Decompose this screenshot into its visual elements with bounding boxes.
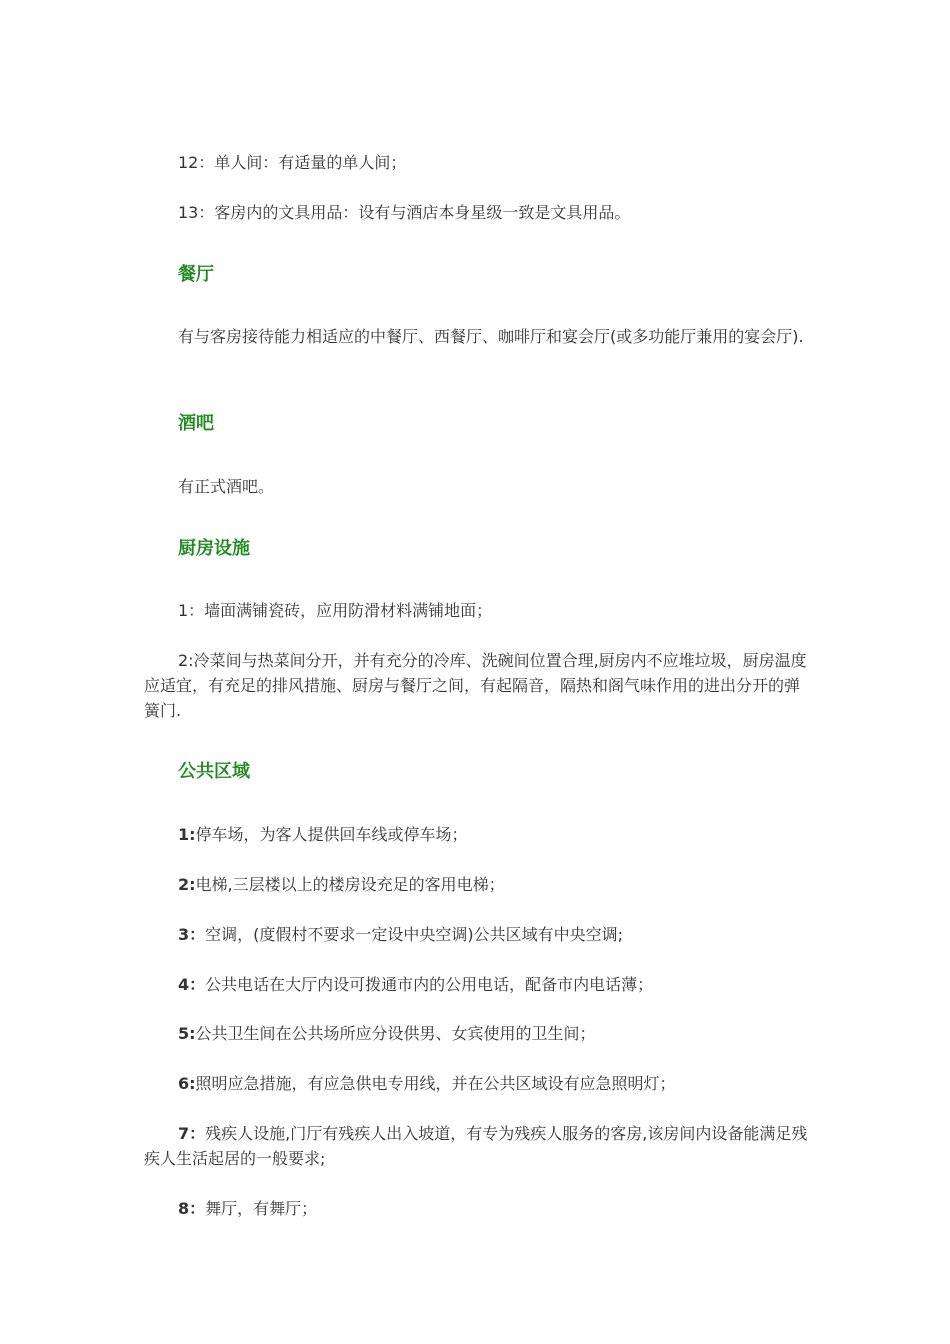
item-number: 2:	[178, 875, 196, 894]
item-text: 电梯,三层楼以上的楼房设充足的客用电梯；	[195, 875, 505, 894]
section-heading-public: 公共区域	[178, 761, 250, 782]
public-item-3	[144, 922, 808, 947]
item-text: 停车场，为客人提供回车线或停车场；	[195, 825, 468, 844]
room-item-12: 12：单人间：有适量的单人间；	[178, 153, 407, 172]
item-number: 8：	[178, 1199, 206, 1218]
item-number: 7：	[178, 1124, 206, 1143]
public-item-1	[144, 822, 808, 847]
item-number: 6:	[178, 1074, 196, 1093]
item-number: 3：	[178, 925, 206, 944]
item-text: 残疾人设施,门厅有残疾人出入坡道，有专为残疾人服务的客房,该房间内设备能满足残疾人生活起居的一般要求;	[144, 1124, 808, 1168]
section-heading-kitchen: 厨房设施	[178, 538, 250, 559]
item-text: 公共卫生间在公共场所应分设供男、女宾使用的卫生间；	[195, 1024, 596, 1043]
bar-text: 有正式酒吧。	[178, 477, 275, 496]
kitchen-item-2: 2:冷菜间与热菜间分开，并有充分的冷库、洗碗间位置合理,厨房内不应堆垃圾，厨房温度应适宜，有充足的排风措施、厨房与餐厅之间，有起隔音，隔热和阁气味作用的进出分开的弹簧门.	[144, 651, 807, 720]
item-number: 5:	[178, 1024, 196, 1043]
item-text: 空调，(度假村不要求一定设中央空调)公共区域有中央空调;	[205, 925, 624, 944]
item-text: 公共电话在大厅内设可拨通市内的公用电话，配备市内电话薄；	[205, 975, 654, 994]
section-heading-restaurant: 餐厅	[178, 264, 214, 285]
public-item-7	[144, 1121, 808, 1171]
public-item-5	[144, 1021, 808, 1046]
kitchen-item-1: 1：墙面满铺瓷砖，应用防滑材料满铺地面；	[178, 601, 493, 620]
item-text: 照明应急措施，有应急供电专用线，并在公共区域设有应急照明灯；	[195, 1074, 676, 1093]
public-item-2	[144, 872, 808, 897]
item-number: 1:	[178, 825, 196, 844]
public-item-8	[144, 1196, 808, 1221]
public-item-6	[144, 1071, 808, 1096]
room-item-13: 13：客房内的文具用品：设有与酒店本身星级一致是文具用品。	[178, 203, 631, 222]
public-item-4	[144, 972, 808, 997]
restaurant-text: 有与客房接待能力相适应的中餐厅、西餐厅、咖啡厅和宴会厅(或多功能厅兼用的宴会厅).	[178, 327, 804, 346]
section-heading-bar: 酒吧	[178, 413, 214, 434]
item-text: 舞厅，有舞厅；	[205, 1199, 318, 1218]
item-number: 4：	[178, 975, 206, 994]
